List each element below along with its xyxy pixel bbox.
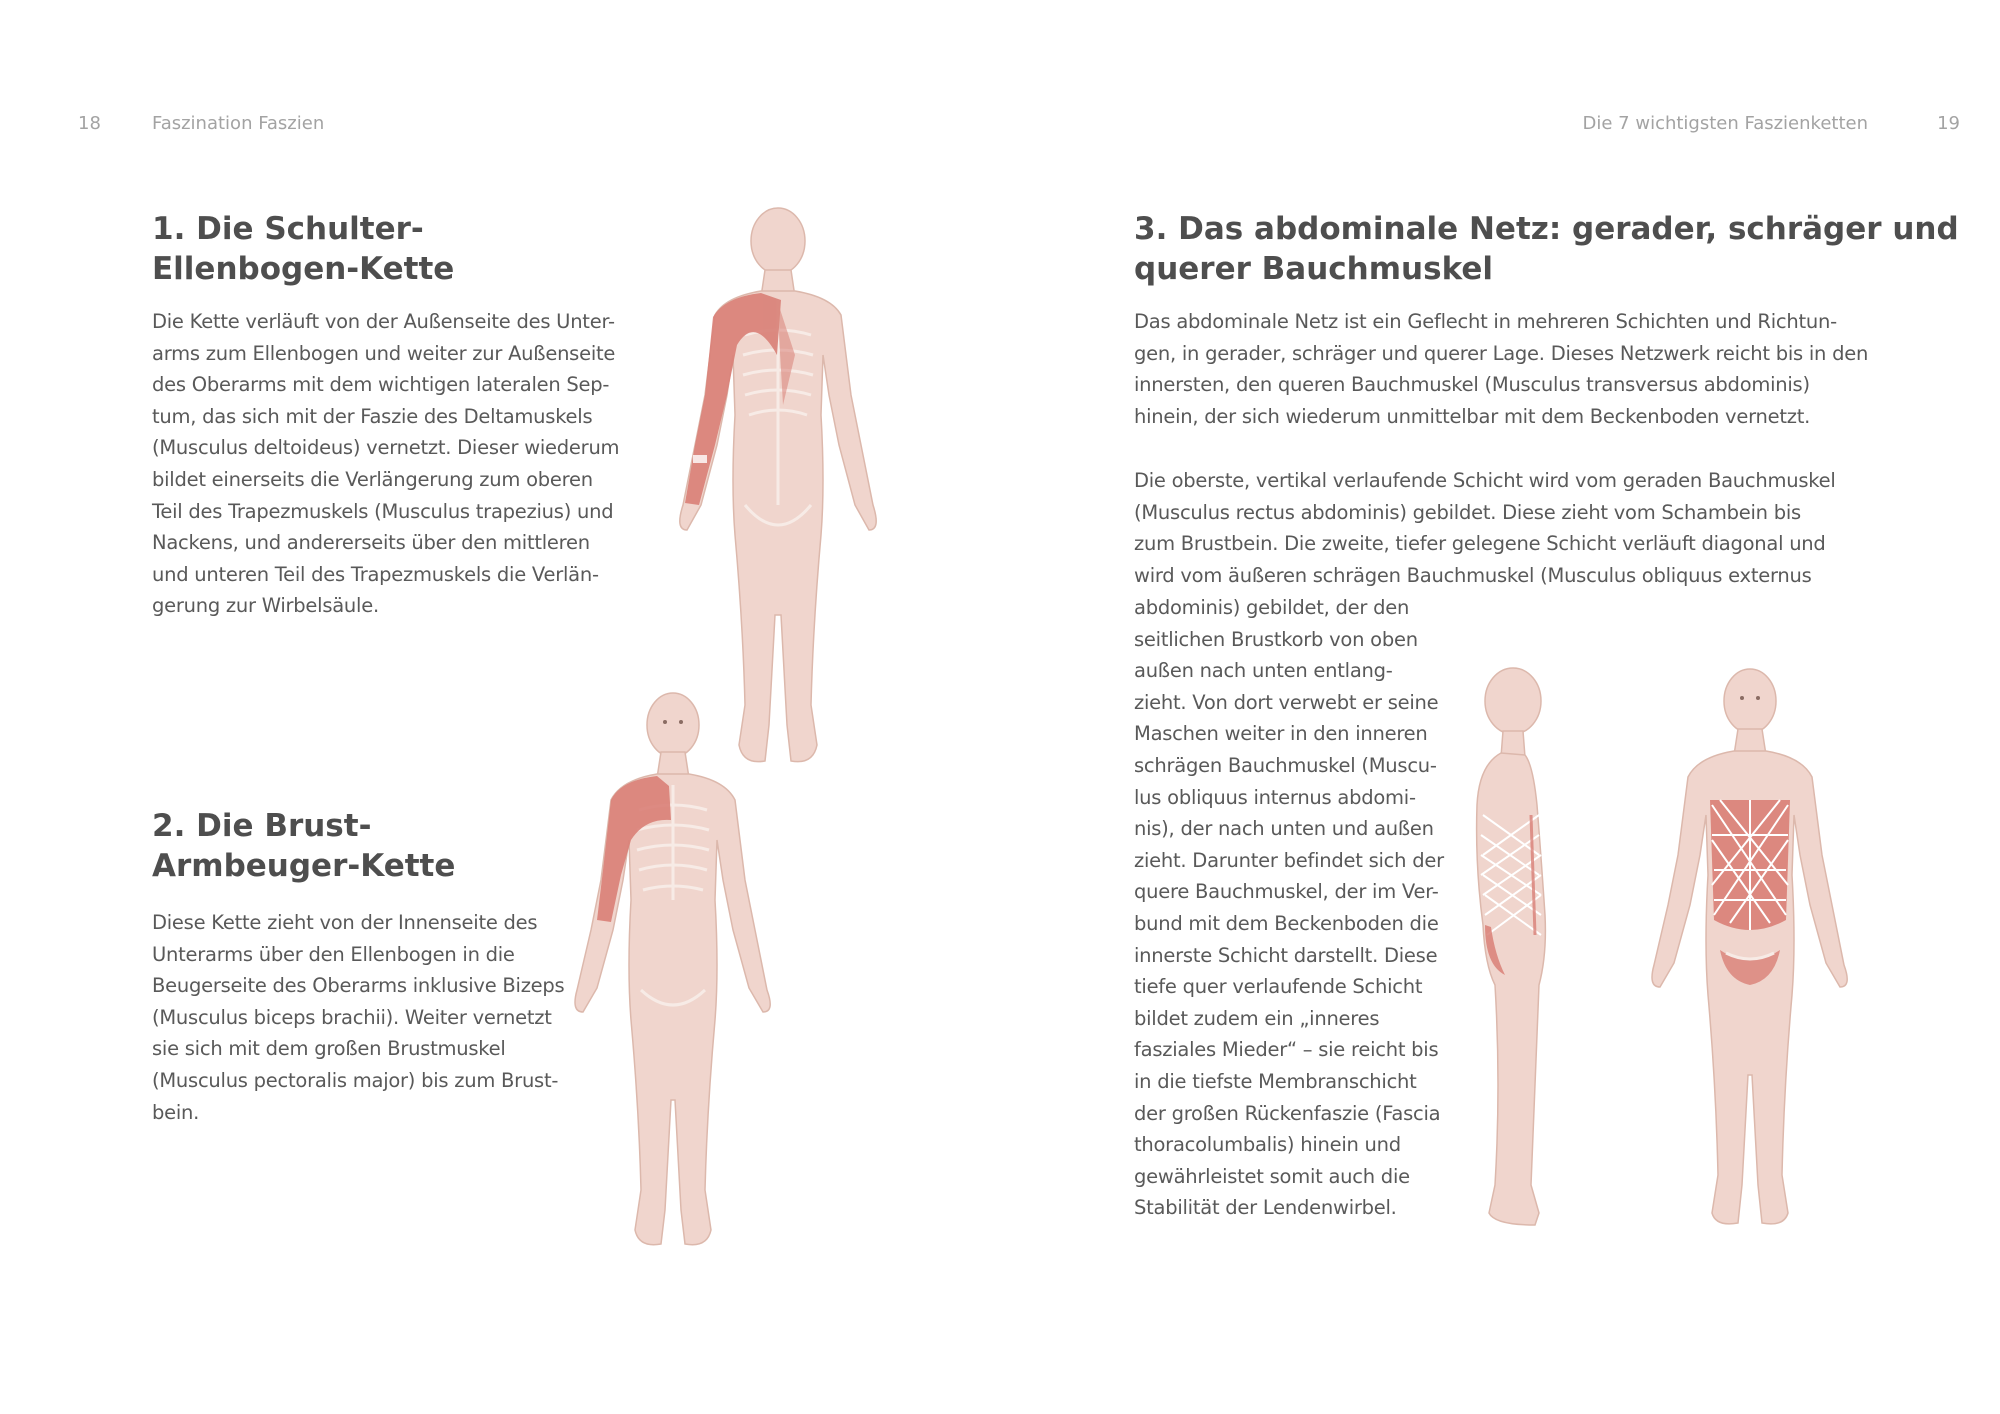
section-1-body: Die Kette verläuft von der Außenseite des Unter- arms zum Ellenbogen und weiter zur Außenseite des Oberarms mit dem wichtigen lateralen Sep- tum, das sich mit der Faszie des Deltamuskels (Musculus deltoideus) vernetzt. Dieser wiederum bildet einerseits die Verlängerung zum oberen Teil des Trapezmuskels (Musculus trapezius) und Nackens, und andererseits über den mittleren und unteren Teil des Trapezmuskels die Verlän- gerung zur Wirbelsäule.: [152, 310, 620, 618]
section-3-narrow-paragraph: abdominis) gebildet, der den seitlichen Brustkorb von oben außen nach unten entlang- zieht. Von dort verwebt er seine Maschen weiter in den inneren schrägen Bauchmuskel (Muscu- lus obliquus internus abdomi- nis), der nach unten und außen zieht. Darunter befindet sich der quere Bauchmuskel, der im Ver- bund mit dem Beckenboden die innerste Schicht darstellt. Diese tiefe quer verlaufende Schicht bildet zudem ein „inneres fasziales Mieder“ – sie reicht bis in die tiefste Membranschicht der großen Rückenfaszie (Fascia thoracolumbalis) hinein und gewährleistet somit auch die Stabilität der Lendenwirbel.: [1134, 596, 1444, 1220]
section-2-heading: 2. Die Brust- Armbeuger-Kette: [152, 808, 456, 884]
section-3-intro-paragraph: Das abdominale Netz ist ein Geflecht in mehreren Schichten und Richtun- gen, in gerader, schräger und querer Lage. Dieses Netzwerk reicht bis in den innersten, den queren Bauchmuskel (Musculus transversus abdominis) hinein, der sich wiederum unmittelbar mit dem Beckenboden vernetzt.: [1134, 310, 1869, 428]
right-running-title: Die 7 wichtigsten Faszienketten: [1582, 113, 1868, 134]
section-3-layer-paragraph: Die oberste, vertikal verlaufende Schicht wird vom geraden Bauchmuskel (Musculus rectus abdominis) gebildet. Diese zieht vom Schambein bis zum Brustbein. Die zweite, tiefer gelegene Schicht verläuft diagonal und wird vom äußeren schrägen Bauchmuskel (Musculus obliquus externus: [1134, 469, 1836, 587]
left-running-title: Faszination Faszien: [152, 113, 325, 134]
section-3-heading: 3. Das abdominale Netz: gerader, schräger und querer Bauchmuskel: [1134, 211, 1959, 287]
figure-front-view-abdominal-net: [1640, 665, 1860, 1245]
right-page-number: 19: [1937, 113, 1960, 134]
figure-front-view-chest-chain: [565, 690, 780, 1250]
section-2-body: Diese Kette zieht von der Innenseite des Unterarms über den Ellenbogen in die Beugerseite des Oberarms inklusive Bizeps (Musculus biceps brachii). Weiter vernetzt sie sich mit dem großen Brustmuskel (Musculus pectoralis major) bis zum Brust- bein.: [152, 911, 565, 1124]
figure-side-view-abdominal-net: [1455, 665, 1585, 1245]
left-page-number: 18: [78, 113, 101, 134]
section-1-heading: 1. Die Schulter- Ellenbogen-Kette: [152, 211, 455, 287]
